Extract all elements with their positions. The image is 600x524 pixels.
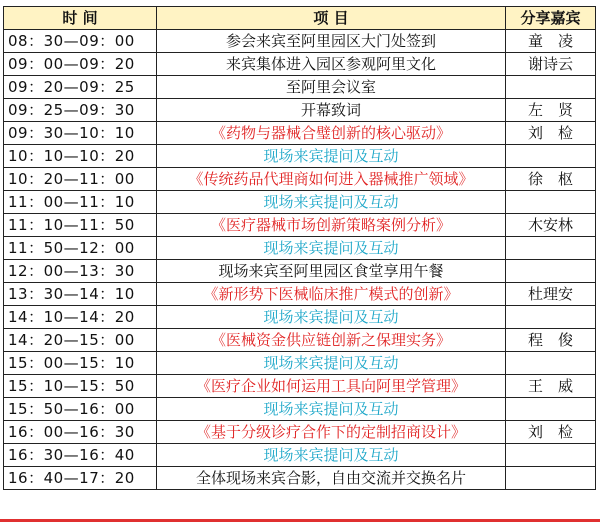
header-guest: 分享嘉宾	[506, 7, 596, 30]
time-cell: 12：00—13：30	[4, 260, 157, 283]
time-cell: 16：00—16：30	[4, 421, 157, 444]
time-cell: 14：20—15：00	[4, 329, 157, 352]
time-cell: 08：30—09：00	[4, 30, 157, 53]
time-cell: 16：40—17：20	[4, 467, 157, 490]
topic-cell: 来宾集体进入园区参观阿里文化	[157, 53, 506, 76]
topic-cell: 现场来宾提问及互动	[157, 145, 506, 168]
topic-cell: 现场来宾提问及互动	[157, 306, 506, 329]
schedule-body	[4, 30, 596, 490]
topic-cell: 《医疗企业如何运用工具向阿里学管理》	[157, 375, 506, 398]
guest-cell	[506, 444, 596, 467]
table-row	[4, 444, 596, 467]
time-cell: 09：30—10：10	[4, 122, 157, 145]
topic-cell: 《医械资金供应链创新之保理实务》	[157, 329, 506, 352]
topic-cell: 至阿里会议室	[157, 76, 506, 99]
guest-cell: 程 俊	[506, 329, 596, 352]
topic-cell: 《医疗器械市场创新策略案例分析》	[157, 214, 506, 237]
table-row	[4, 145, 596, 168]
table-row	[4, 375, 596, 398]
header-time: 时 间	[4, 7, 157, 30]
table-row	[4, 53, 596, 76]
topic-cell: 现场来宾提问及互动	[157, 444, 506, 467]
time-cell: 15：00—15：10	[4, 352, 157, 375]
table-row	[4, 214, 596, 237]
table-row	[4, 398, 596, 421]
guest-cell	[506, 191, 596, 214]
topic-cell: 现场来宾提问及互动	[157, 398, 506, 421]
topic-cell: 现场来宾至阿里园区食堂享用午餐	[157, 260, 506, 283]
topic-cell: 开幕致词	[157, 99, 506, 122]
table-row	[4, 76, 596, 99]
table-row	[4, 329, 596, 352]
time-cell: 09：20—09：25	[4, 76, 157, 99]
time-cell: 11：10—11：50	[4, 214, 157, 237]
topic-cell: 现场来宾提问及互动	[157, 237, 506, 260]
time-cell: 11：50—12：00	[4, 237, 157, 260]
guest-cell	[506, 398, 596, 421]
guest-cell: 木安林	[506, 214, 596, 237]
table-row	[4, 168, 596, 191]
guest-cell: 左 贤	[506, 99, 596, 122]
guest-cell: 徐 枢	[506, 168, 596, 191]
header-row	[4, 7, 596, 30]
header-topic: 项 目	[157, 7, 506, 30]
topic-cell: 全体现场来宾合影，自由交流并交换名片	[157, 467, 506, 490]
time-cell: 14：10—14：20	[4, 306, 157, 329]
guest-cell: 杜理安	[506, 283, 596, 306]
table-row	[4, 306, 596, 329]
topic-cell: 《基于分级诊疗合作下的定制招商设计》	[157, 421, 506, 444]
table-row	[4, 352, 596, 375]
guest-cell: 王 威	[506, 375, 596, 398]
time-cell: 11：00—11：10	[4, 191, 157, 214]
time-cell: 15：50—16：00	[4, 398, 157, 421]
topic-cell: 现场来宾提问及互动	[157, 191, 506, 214]
guest-cell	[506, 467, 596, 490]
table-row	[4, 30, 596, 53]
table-row	[4, 260, 596, 283]
guest-cell: 刘 检	[506, 122, 596, 145]
topic-cell: 《传统药品代理商如何进入器械推广领域》	[157, 168, 506, 191]
table-row	[4, 421, 596, 444]
guest-cell: 童 凌	[506, 30, 596, 53]
guest-cell	[506, 145, 596, 168]
table-row	[4, 122, 596, 145]
guest-cell: 刘 检	[506, 421, 596, 444]
time-cell: 10：20—11：00	[4, 168, 157, 191]
topic-cell: 现场来宾提问及互动	[157, 352, 506, 375]
time-cell: 09：00—09：20	[4, 53, 157, 76]
guest-cell	[506, 237, 596, 260]
time-cell: 09：25—09：30	[4, 99, 157, 122]
guest-cell	[506, 260, 596, 283]
time-cell: 15：10—15：50	[4, 375, 157, 398]
topic-cell: 《新形势下医械临床推广模式的创新》	[157, 283, 506, 306]
schedule-table	[3, 6, 596, 490]
time-cell: 16：30—16：40	[4, 444, 157, 467]
guest-cell: 谢诗云	[506, 53, 596, 76]
time-cell: 13：30—14：10	[4, 283, 157, 306]
bottom-divider	[0, 519, 600, 522]
topic-cell: 参会来宾至阿里园区大门处签到	[157, 30, 506, 53]
table-row	[4, 283, 596, 306]
table-row	[4, 99, 596, 122]
table-row	[4, 237, 596, 260]
table-row	[4, 191, 596, 214]
topic-cell: 《药物与器械合璧创新的核心驱动》	[157, 122, 506, 145]
guest-cell	[506, 306, 596, 329]
guest-cell	[506, 76, 596, 99]
table-row	[4, 467, 596, 490]
guest-cell	[506, 352, 596, 375]
time-cell: 10：10—10：20	[4, 145, 157, 168]
